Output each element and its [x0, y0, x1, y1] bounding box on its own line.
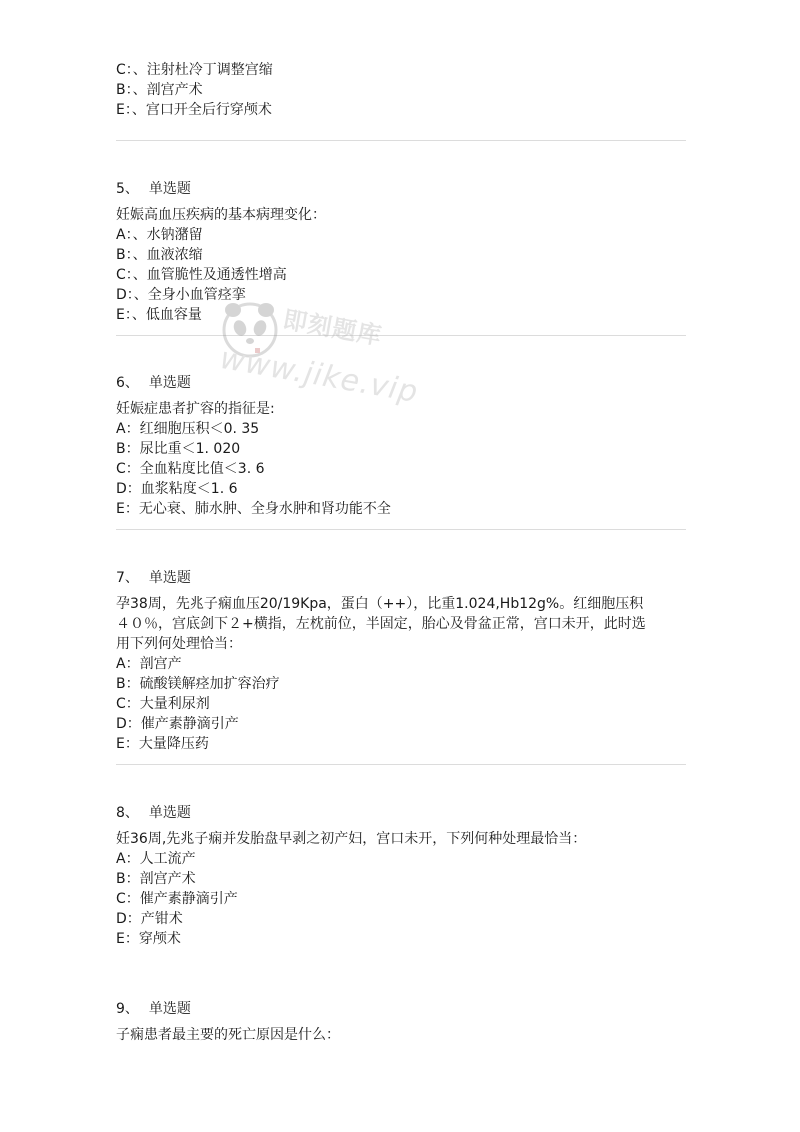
question-stem-line: 用下列何处理恰当： [116, 636, 242, 652]
option-row: B：剖宫产术 [116, 871, 196, 887]
question-9 [116, 999, 686, 1045]
option-text: 、注射杜冷丁调整宫缩 [132, 62, 273, 78]
option-row: B：硫酸镁解痉加扩容治疗 [116, 676, 280, 692]
question-number: 9、 [116, 1001, 139, 1017]
question-type: 单选题 [148, 1001, 191, 1017]
option-colon: ： [125, 82, 133, 98]
option-row: D：产钳术 [116, 911, 183, 927]
question-8 [116, 803, 686, 949]
question-stem: 妊娠高血压疾病的基本病理变化： [116, 207, 326, 223]
option-row: D：、全身小血管痉挛 [116, 287, 246, 303]
question-header [116, 179, 686, 199]
option-text: 、宫口开全后行穿颅术 [131, 102, 272, 118]
watermark-url: www.jike.vip [217, 340, 421, 411]
option-row [116, 60, 686, 80]
question-stem-line: ４０％，宫底剑下２+横指，左枕前位，半固定，胎心及骨盆正常，宫口未开，此时选 [116, 616, 646, 632]
question-stem: 妊36周,先兆子痫并发胎盘早剥之初产妇，宫口未开，下列何种处理最恰当： [116, 831, 587, 847]
option-row: E：大量降压药 [116, 736, 209, 752]
option-row: A：、水钠潴留 [116, 227, 203, 243]
option-row [116, 80, 686, 100]
option-row: D：血浆粘度＜1. 6 [116, 481, 238, 497]
question-header [116, 373, 686, 393]
question-header [116, 803, 686, 823]
question-number: 6、 [116, 375, 139, 391]
option-row [116, 100, 686, 120]
question-6 [116, 373, 686, 519]
question-7 [116, 568, 686, 754]
option-row: A：剖宫产 [116, 656, 182, 672]
option-colon: ： [124, 102, 132, 118]
option-row: C：、血管脆性及通透性增高 [116, 267, 287, 283]
option-row: E：无心衰、肺水肿、全身水肿和肾功能不全 [116, 501, 391, 517]
question-type: 单选题 [148, 375, 191, 391]
option-row: A：人工流产 [116, 851, 196, 867]
question-type: 单选题 [148, 805, 191, 821]
option-row: D：催产素静滴引产 [116, 716, 239, 732]
option-letter: C [116, 62, 126, 78]
question-stem: 子痫患者最主要的死亡原因是什么： [116, 1027, 340, 1043]
question-stem-line: 孕38周，先兆子痫血压20/19Kpa，蛋白（++），比重1.024,Hb12g%。红细胞压积 [116, 596, 644, 612]
question-number: 8、 [116, 805, 139, 821]
option-colon: ： [125, 62, 133, 78]
option-letter: E [116, 102, 125, 118]
watermark-brand: 即刻题库 [280, 305, 385, 351]
question-type: 单选题 [148, 570, 191, 586]
option-row: B：尿比重＜1. 020 [116, 441, 241, 457]
option-text: 、剖宫产术 [132, 82, 203, 98]
question-header [116, 568, 686, 588]
option-row: E：、低血容量 [116, 307, 202, 323]
exam-page [116, 60, 686, 1045]
question-5 [116, 179, 686, 325]
question-number: 7、 [116, 570, 139, 586]
question-number: 5、 [116, 181, 139, 197]
option-row: A：红细胞压积＜0. 35 [116, 421, 260, 437]
question-type: 单选题 [148, 181, 191, 197]
question-4-options [116, 60, 686, 120]
question-header [116, 999, 686, 1019]
option-row: C：全血粘度比值＜3. 6 [116, 461, 265, 477]
option-row: E：穿颅术 [116, 931, 181, 947]
question-stem: 妊娠症患者扩容的指征是: [116, 401, 275, 417]
option-letter: B [116, 82, 126, 98]
option-row: C：催产素静滴引产 [116, 891, 238, 907]
option-row: C：大量利尿剂 [116, 696, 210, 712]
option-row: B：、血液浓缩 [116, 247, 203, 263]
